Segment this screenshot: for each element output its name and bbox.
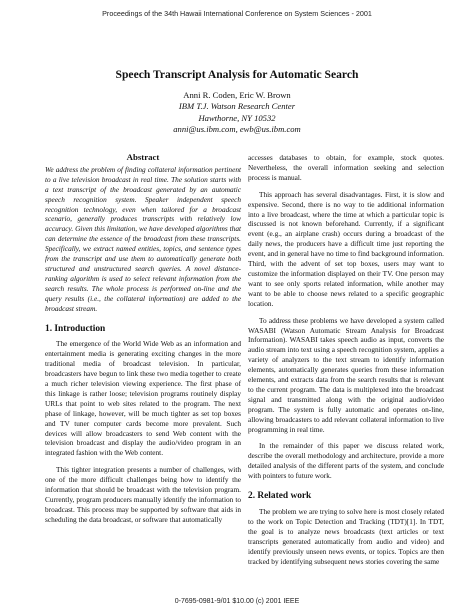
intro-paragraph-1: The emergence of the World Wide Web as an information and entertainment media is generating exciting changes in the more traditional media of broadcast television. In particular, broadcasters have begun to link these two media together to create a much richer television viewing experience. The first phase of this linkage is rather loose; television programs routinely display URLs that point to web sites related to the program. The next phase of linkage, however, will be much tighter as set top boxes and TV tuner computer cards become more prevalent. Such devices will allow broadcasters to send Web content with the television broadcast and display the audio/video program in an integrated fashion with the Web content. [45, 339, 241, 458]
body-paragraph-continued: accesses databases to obtain, for example, stock quotes. Nevertheless, the overall information seeking and selection process is manual. [248, 153, 444, 182]
author-emails: anni@us.ibm.com, ewb@us.ibm.com [173, 123, 301, 134]
body-paragraph-disadvantages: This approach has several disadvantages. First, it is slow and expensive. Second, there is no way to tie additional information into a live broadcast, where the time at which a particular topic is discussed is not known beforehand. Currently, if a significant event (e.g., an airplane crash) occurs during a broadcast of the daily news, the producers have a difficult time just reporting the event, and in general have no time to find background information. Third, with the advent of set top boxes, users may want to customize the information displayed on their TV. One person may want to see only sports related information, while another may want to be able to choose news related to a specific geographic location. [248, 189, 444, 308]
intro-paragraph-2: This tighter integration presents a number of challenges, with one of the more difficult challenges being how to identify the information that should be broadcast with the television program. Currently, program producers manually identify the information to broadcast. This process may be supported by software that aids in scheduling the data broadcast, or software that automatically [45, 465, 241, 524]
abstract-text: We address the problem of finding collateral information pertinent to a live television broadcast in real time. The solution starts with a text transcript of the broadcast generated by an automatic speech recognition system. Speaker independent speech recognition technology, even when tailored for a broadcast scenario, generally produces transcripts with relatively low accuracy. Given this limitation, we have developed algorithms that can determine the essence of the broadcast from these transcripts. Specifically, we extract named entities, topics, and sentence types from the transcript and use them to automatically generate both structured and unstructured search queries. A novel distance-ranking algorithm is used to select relevant information from the search results. The whole process is performed on-line and the query results (i.e., the collateral information) are added to the broadcast stream. [45, 164, 241, 313]
footer-copyright: 0-7695-0981-9/01 $10.00 (c) 2001 IEEE [174, 598, 300, 605]
right-column [248, 153, 444, 566]
running-head: Proceedings of the 34th Hawaii International Conference on System Sciences - 2001 [102, 9, 372, 18]
body-paragraph-remainder: In the remainder of this paper we discuss related work, describe the overall methodology and architecture, provide a more detailed analysis of the different parts of the system, and conclude with pointers to future work. [248, 441, 444, 481]
abstract-heading: Abstract [126, 152, 160, 162]
section-heading-introduction: 1. Introduction [45, 323, 106, 334]
left-column [45, 153, 241, 525]
author-block [0, 90, 474, 135]
section-heading-related-work: 2. Related work [248, 491, 312, 502]
paper-title: Speech Transcript Analysis for Automatic Search [115, 68, 359, 81]
related-work-paragraph: The problem we are trying to solve here is most closely related to the work on Topic Detection and Tracking (TDT)[1]. In TDT, the goal is to analyze news broadcasts (text articles or text transcripts generated automatically from audio and video) and identify previously unseen news events, or topics. Topics are then tracked by identifying subsequent news stories covering the same [248, 507, 444, 566]
body-paragraph-wasabi: To address these problems we have developed a system called WASABI (Watson Automatic Stream Analysis for Broadcast Information). WASABI takes speech audio as input, converts the audio stream into text using a speech recognition system, applies a variety of analyzers to the text stream to identify information elements, automatically generates queries from these information elements, and extracts data from the search results that is relevant to the current program. The data is multiplexed into the broadcast signal and transmitted along with the original audio/video program. The system is fully automatic and operates on-line, allowing broadcasters to add relevant collateral information to live programming in real time. [248, 315, 444, 434]
author-affiliation: IBM T.J. Watson Research Center [178, 101, 296, 112]
author-names: Anni R. Coden, Eric W. Brown [183, 90, 291, 100]
author-location: Hawthorne, NY 10532 [198, 112, 276, 123]
